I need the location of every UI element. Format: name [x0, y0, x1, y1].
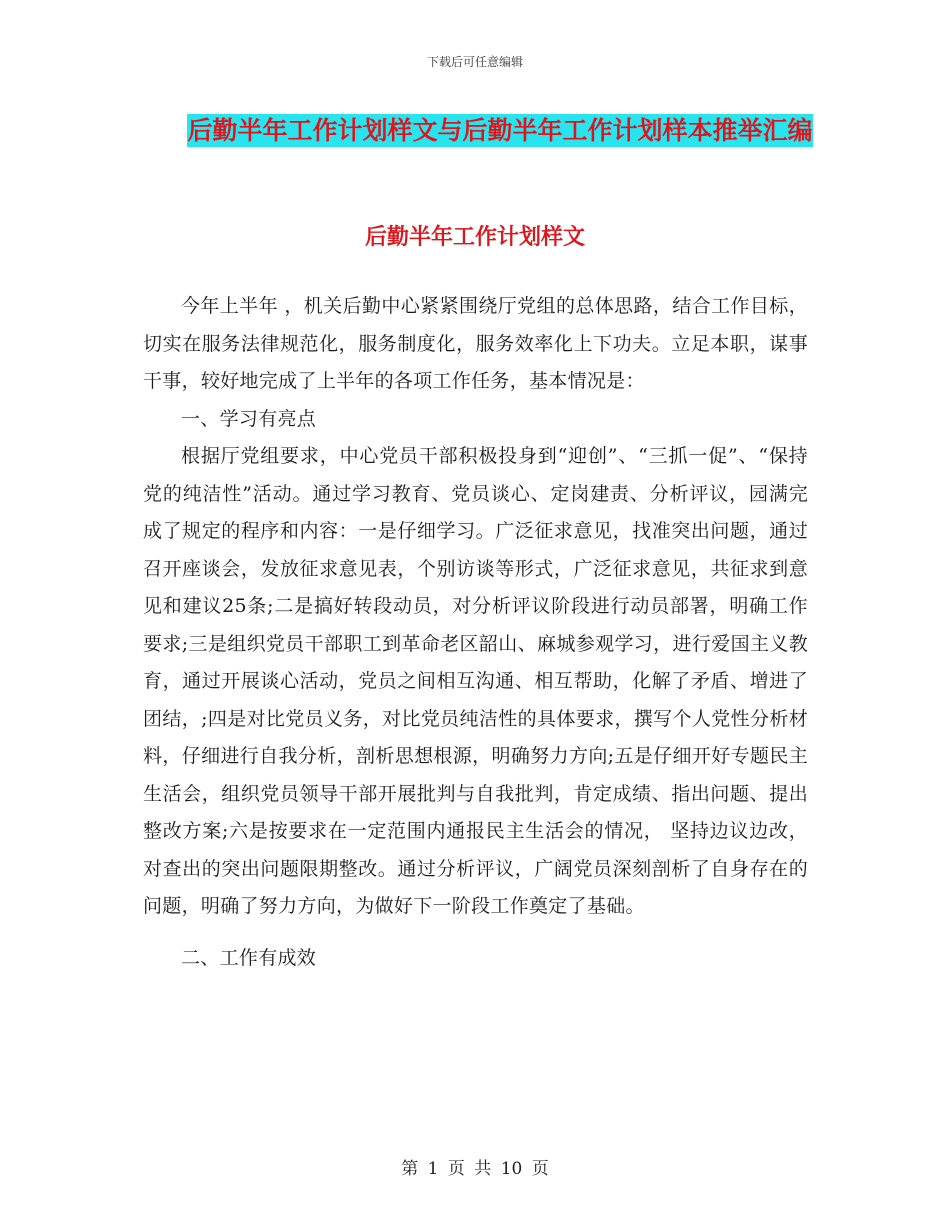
section-heading-learning: 一、学习有亮点	[181, 407, 317, 430]
document-body	[143, 288, 808, 977]
learning-paragraph: 根据厅党组要求，中心党员干部积极投身到“迎创”、“三抓一促”、“保持党的纯洁性”活动。通过学习教育、党员谈心、定岗建责、分析评议，园满完成了规定的程序和内容：一是仔细学习。广泛征求意见，找准突出问题，通过召开座谈会，发放征求意见表，个别访谈等形式，广泛征求意见，共征求到意见和建议25条;二是搞好转段动员，对分析评议阶段进行动员部署，明确工作要求;三是组织党员干部职工到革命老区韶山、麻城参观学习，进行爱国主义教育，通过开展谈心活动，党员之间相互沟通、相互帮助，化解了矛盾、增进了团结，;四是对比党员义务，对比党员纯洁性的具体要求，撰写个人党性分析材料，仔细进行自我分析，剖析思想根源，明确努力方向;五是仔细开好专题民主生活会，组织党员领导干部开展批判与自我批判，肯定成绩、指出问题、提出整改方案;六是按要求在一定范围内通报民主生活会的情况， 坚持边议边改，对查出的突出问题限期整改。通过分析评议，广阔党员深刻剖析了自身存在的问题，明确了努力方向，为做好下一阶段工作奠定了基础。	[143, 445, 808, 917]
page-number: 第 1 页 共 10 页	[401, 1159, 549, 1179]
section-heading-work: 二、工作有成效	[181, 946, 317, 969]
intro-paragraph: 今年上半年 ，机关后勤中心紧紧围绕厅党组的总体思路，结合工作目标，切实在服务法律规范化，服务制度化，服务效率化上下功夫。立足本职，谋事干事，较好地完成了上半年的各项工作任务，基本情况是：	[143, 295, 808, 392]
page-header-note: 下载后可任意编辑	[426, 55, 523, 69]
document-title-text: 后勤半年工作计划样文与后勤半年工作计划样本推举汇编	[187, 116, 813, 145]
document-title	[140, 108, 860, 154]
section-title: 后勤半年工作计划样文	[364, 225, 585, 250]
